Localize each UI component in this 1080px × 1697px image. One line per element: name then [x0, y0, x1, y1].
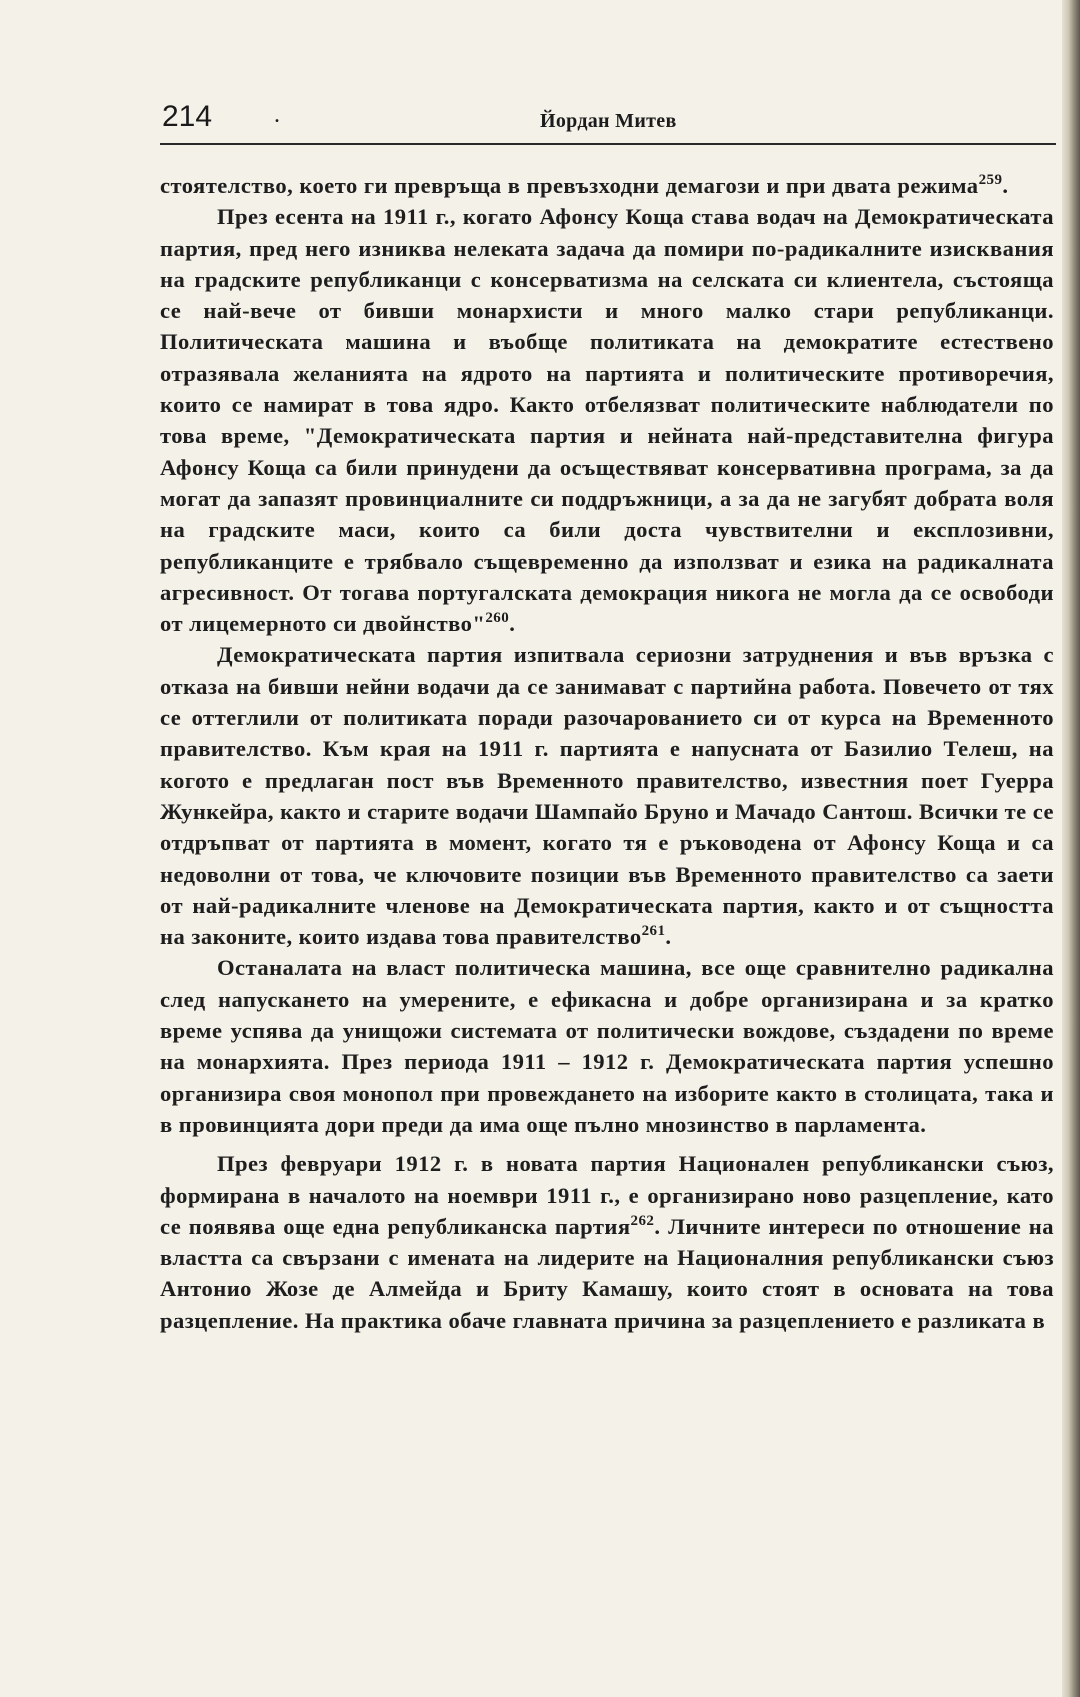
paragraph-text: Останалата на власт политическа машина, все още сравнително радикална след напускането на умерените, е ефикасна и добре организирана и за кратко време успява да унищожи системата от политически вождове, създадени по време на монархията. През периода 1911 – 1912 г. Демократическата партия успешно организира своя монопол при провеждането на изборите както в столицата, така и в провинцията дори преди да има още пълно мнозинство в парламента.: [160, 955, 1054, 1137]
paragraph: [160, 639, 1054, 952]
paragraph: [160, 201, 1054, 639]
page-edge-shadow: [1062, 0, 1080, 1697]
header-dot: .: [274, 102, 280, 128]
paragraph-text: стоятелство, което ги превръща в превъзходни демагози и при двата режима: [160, 173, 979, 198]
paragraph-end: .: [665, 924, 672, 950]
paragraph-end: .: [509, 611, 516, 637]
header-divider: [160, 143, 1056, 145]
page-number: 214: [162, 100, 213, 133]
footnote-ref: 261: [641, 923, 666, 940]
body-text: [160, 170, 1054, 1336]
paragraph-end: . Личните интереси по отношение на властта са свързани с имената на лидерите на Националния републикански съюз Антонио Жозе де Алмейда и Бриту Камашу, които стоят в основата на това разцепление. На практика обаче главната причина за разцеплението е разликата в: [160, 1213, 1055, 1333]
footnote-ref: 262: [630, 1212, 655, 1229]
footnote-ref: 260: [485, 610, 510, 627]
page-header: [160, 96, 1056, 142]
footnote-ref: 259: [978, 172, 1003, 188]
paragraph-text: Демократическата партия изпитвала сериозни затруднения и във връзка с отказа на бивши нейни водачи да се занимават с партийна работа. Повечето от тях се оттеглили от политиката поради разочарованието си от курса на Временното правителство. Към края на 1911 г. партията е напусната от Базилио Телеш, на когото е предлаган пост във Временното правителство, известния поет Гуерра Жункейра, както и старите водачи Шампайо Бруно и Мачадо Сантош. Всички те се отдръпват от партията в момент, когато тя е ръководена от Афонсу Коща и са недоволни от това, че ключовите позиции във Временното правителство са заети от най-радикалните членове на Демократическата партия, както и от същността на законите, които издава това правителство: [160, 642, 1054, 950]
running-title: Йордан Митев: [540, 110, 677, 132]
paragraph-text: През февруари 1912 г. в новата партия Национален републикански съюз, формирана в началото на ноември 1911 г., е организирано ново разцепление, като се появява още една републиканска партия: [160, 1151, 1054, 1239]
paragraph: [160, 952, 1054, 1140]
paragraph-end: .: [1002, 173, 1009, 198]
paragraph: [160, 1148, 1054, 1336]
paragraph-text: През есента на 1911 г., когато Афонсу Коща става водач на Демократическата партия, пред него изниква нелеката задача да помири по-радикалните изисквания на градските републиканци с консерватизма на селската си клиентела, състояща се най-вече от бивши монархисти и много малко стари републиканци. Политическата машина и въобще политиката на демократите естествено отразявала желанията на ядрото на партията и политическите противоречия, които се намират в това ядро. Както отбелязват политическите наблюдатели по това време, "Демократическата партия и нейната най-представителна фигура Афонсу Коща са били принудени да осъществяват консервативна програма, за да могат да запазят провинциалните си поддръжници, а за да не загубят добрата воля на градските маси, които са били доста чувствителни и експлозивни, републиканците е трябвало същевременно да използват и езика на радикалната агресивност. От тогава португалската демокрация никога не могла да се освободи от лицемерното си двойнство": [160, 204, 1054, 637]
paragraph: [160, 170, 1054, 201]
